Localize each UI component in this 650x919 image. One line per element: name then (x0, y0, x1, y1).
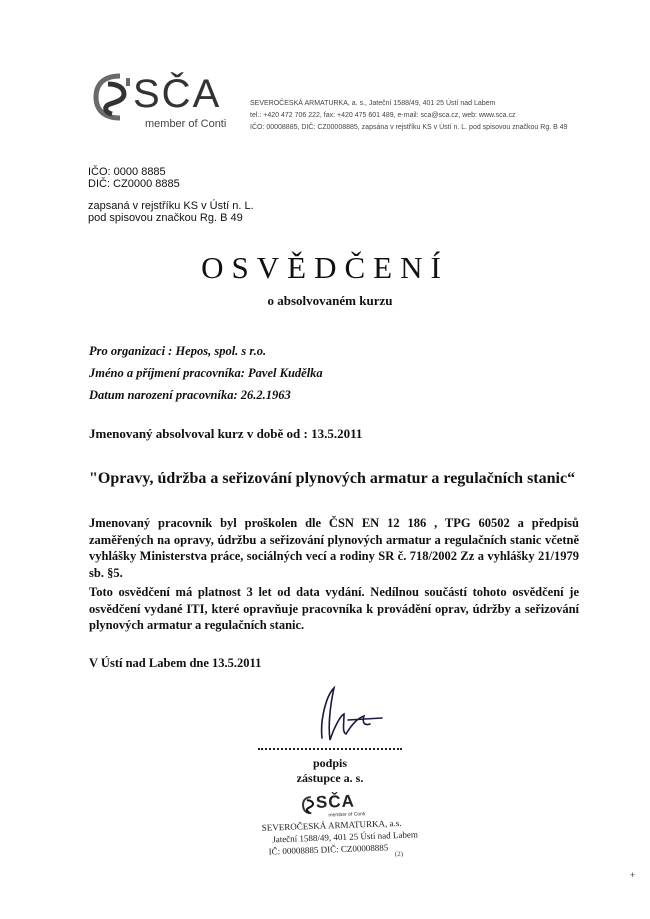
participant-name: Jméno a příjmení pracovníka: Pavel Kudělka (89, 366, 323, 380)
signature-label: podpis (312, 756, 348, 770)
course-name: "Opravy, údržba a seřizování plynových armatur a regulačních stanic“ (89, 470, 576, 487)
corner-mark: + (630, 870, 636, 880)
document-title: OSVĚDČENÍ (201, 250, 449, 285)
paragraph-validity: Toto osvědčení má platnost 3 let od data vydání. Nedílnou součástí tohoto osvědčení je osvědčení vydané ITI, které opravňuje pracovníka k provádění oprav, údržby a seřizování plynových armatur a regulačních stanic. (89, 585, 579, 632)
stamp-line-2: Jateční 1588/49, 401 25 Ústí nad Labem (272, 829, 419, 845)
company-line-1: SEVEROČESKÁ ARMATURKA, a. s., Jateční 1588/49, 401 25 Ústí nad Labem (250, 100, 496, 107)
paragraph-training: Jmenovaný pracovník byl proškolen dle ČSN EN 12 186 , TPG 60502 a předpisů zaměřených na opravy, údržbu a seřizování plynových armatur a regulačních stanic včetně vyhlášky Ministerstva práce, sociálných vecí a rodiny SR č. 718/2002 Zz a vyhlášky 21/1979 sb. §5. (89, 516, 579, 580)
ico: IČO: 0000 8885 (88, 166, 166, 178)
stamp-page-mark: (2) (394, 849, 404, 859)
course-date: Jmenovaný absolvoval kurz v době od : 13.5.2011 (89, 426, 363, 441)
registration (88, 200, 254, 224)
company-info (250, 98, 568, 134)
stamp-logo-text: SČA (315, 791, 356, 812)
signature-role: zástupce a. s. (296, 771, 364, 785)
birth-date: Datum narození pracovníka: 26.2.1963 (89, 388, 291, 402)
company-line-2: tel.: +420 472 706 222, fax: +420 475 601 489, e-mail: sca@sca.cz, web: www.sca.cz (250, 112, 516, 119)
organization: Pro organizaci : Hepos, spol. s r.o. (89, 344, 267, 358)
document-subtitle: o absolvovaném kurzu (267, 293, 393, 308)
participant-info (89, 340, 323, 406)
registration-line-2: pod spisovou značkou Rg. B 49 (88, 212, 243, 224)
signature-line (258, 740, 402, 750)
company-stamp (261, 789, 424, 875)
company-ids (88, 166, 180, 190)
logo-subtitle: member of Conti (145, 118, 227, 130)
logo-text: SČA (133, 72, 222, 116)
registration-line-1: zapsaná v rejstříku KS v Ústí n. L. (88, 200, 254, 212)
stamp-line-1: SEVEROČESKÁ ARMATURKA, a.s. (261, 817, 402, 833)
stamp-logo-subtitle: member of Conti (328, 811, 366, 819)
place-date: V Ústí nad Labem dne 13.5.2011 (89, 656, 262, 670)
company-line-3: IČO: 00008885, DIČ: CZ00008885, zapsána v rejstříku KS v Ústí n. L. pod spisovou značkou Rg. B 49 (250, 124, 568, 131)
dic: DIČ: CZ0000 8885 (88, 178, 180, 190)
stamp-line-3: IČ: 00008885 DIČ: CZ00008885 (268, 842, 389, 857)
